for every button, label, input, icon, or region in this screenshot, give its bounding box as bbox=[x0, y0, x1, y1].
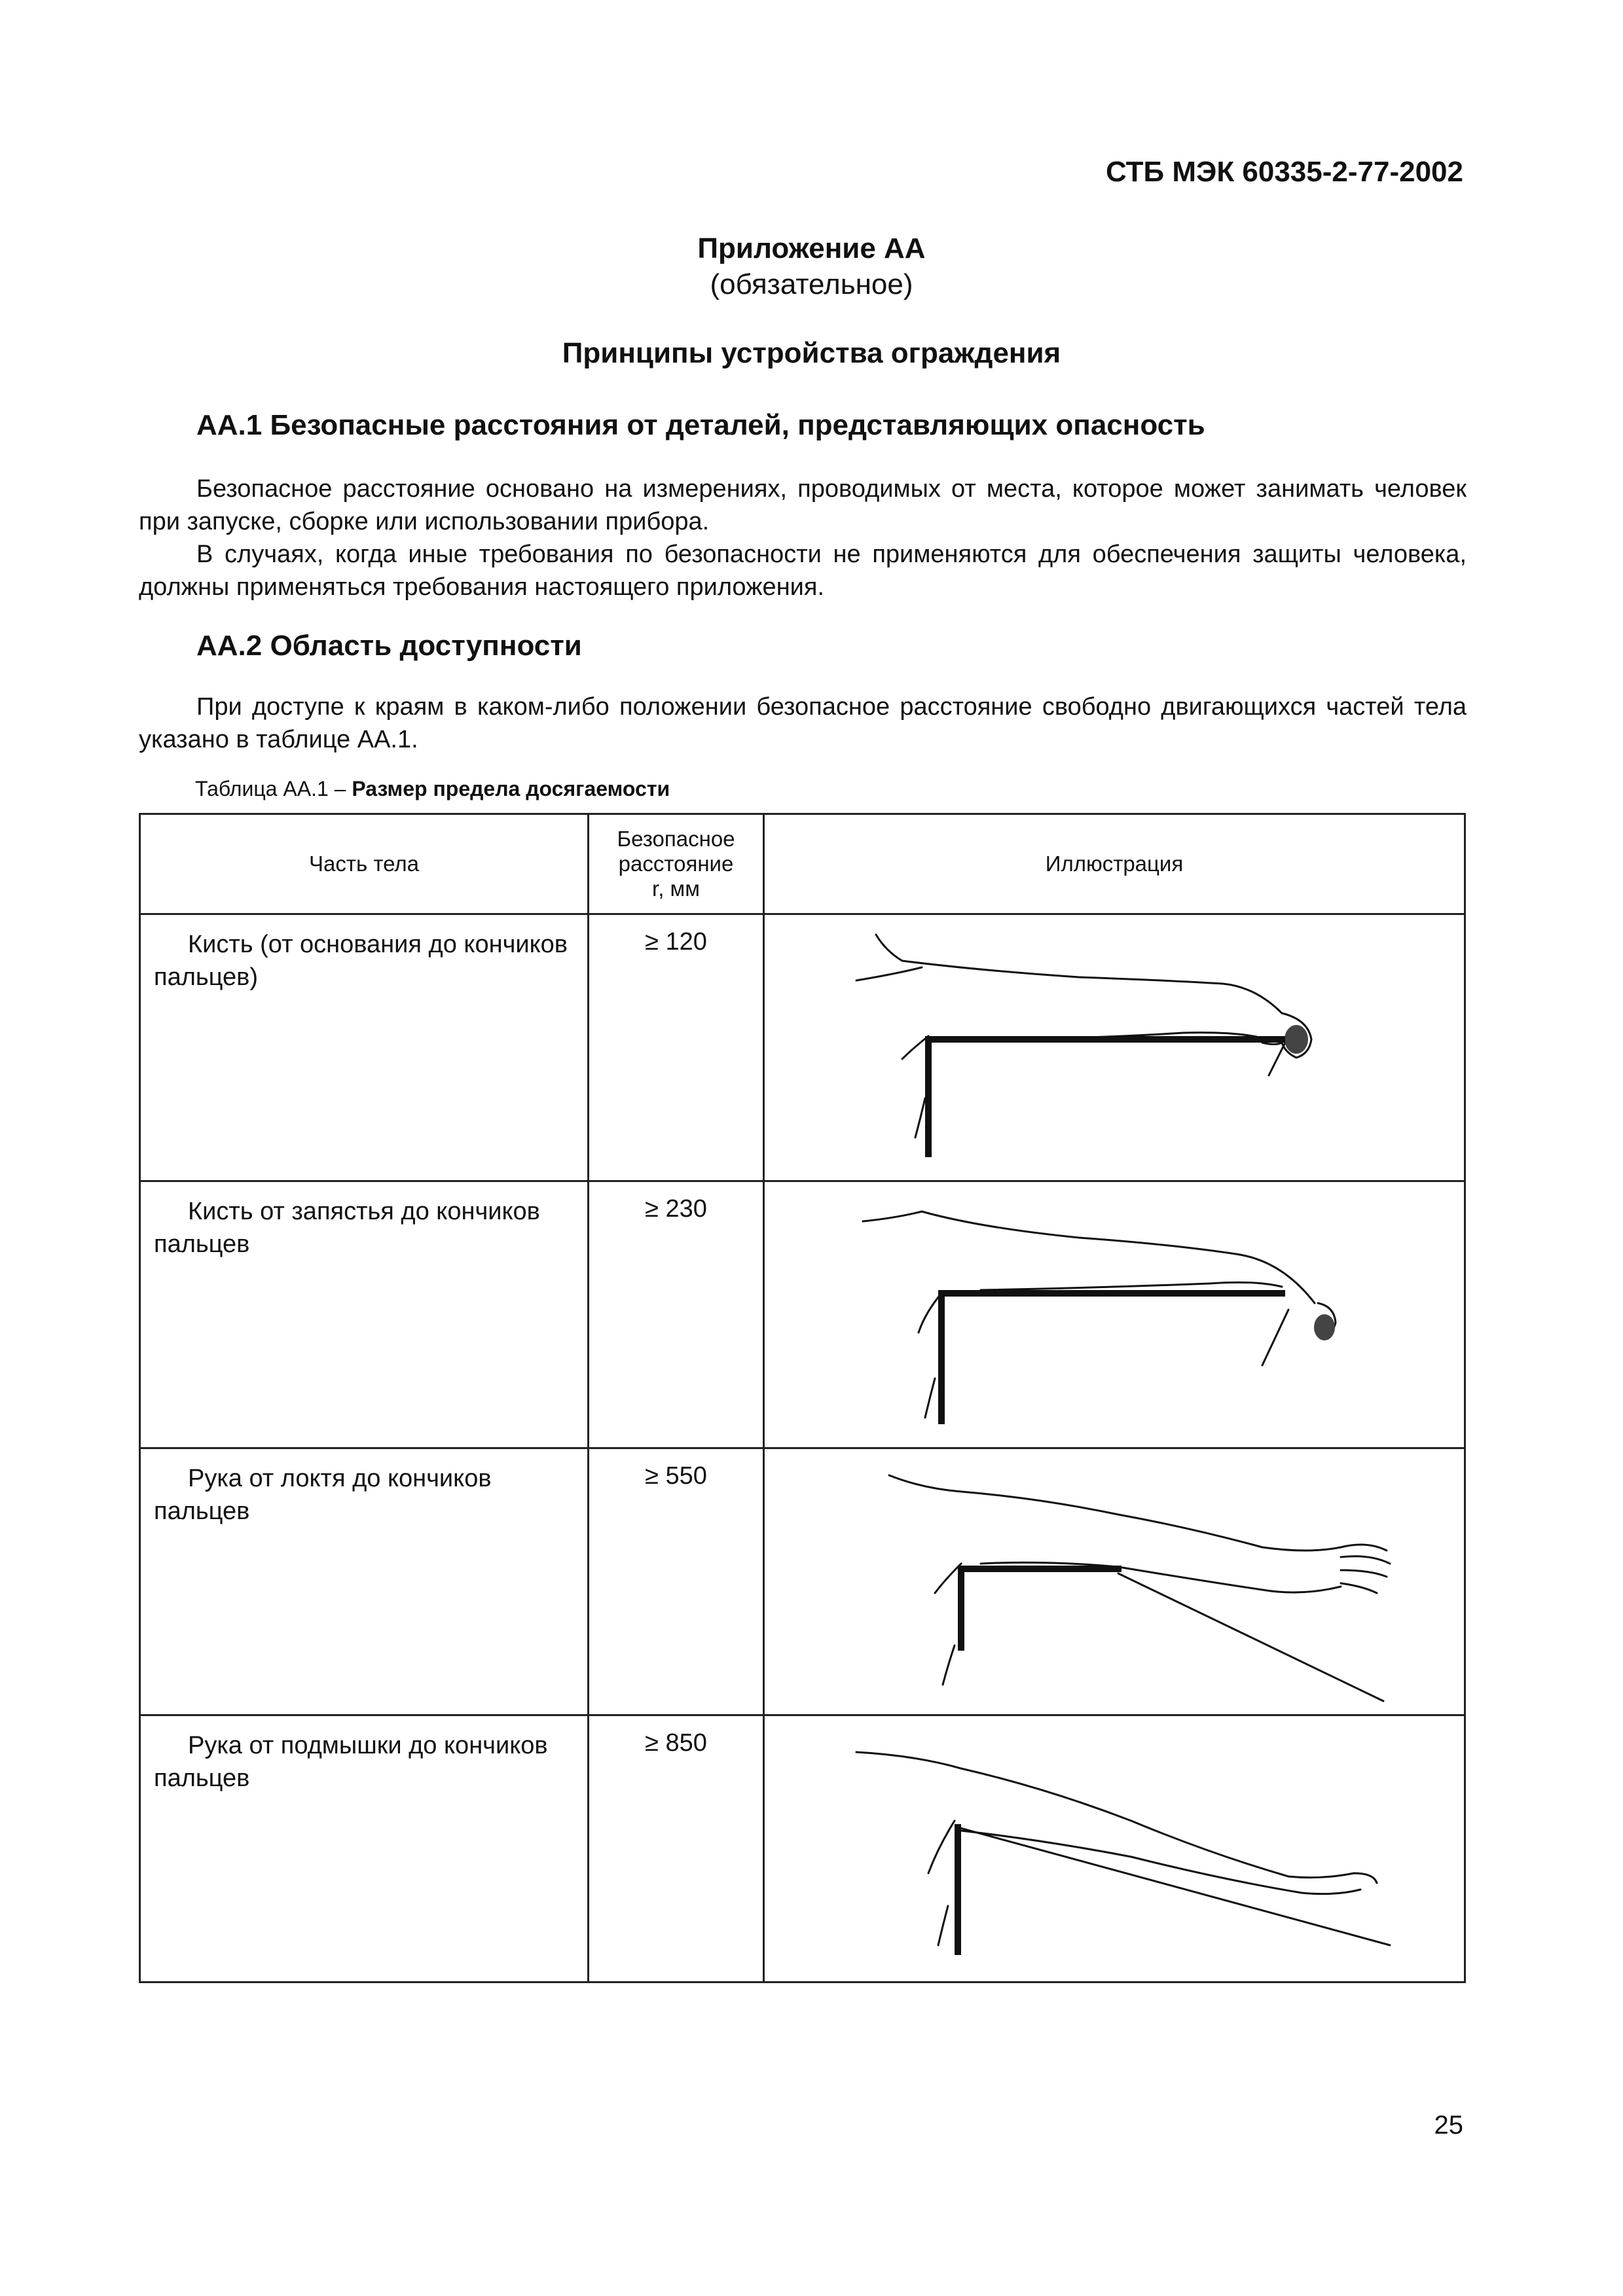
section-1-body bbox=[139, 473, 1467, 603]
cell-part bbox=[140, 1715, 589, 1982]
cell-part bbox=[140, 1181, 589, 1448]
distance-value: ≥ 850 bbox=[645, 1729, 707, 1757]
part-text: Рука от подмышки до кончиков пальцев bbox=[154, 1732, 548, 1792]
fist-shape bbox=[1285, 1025, 1308, 1054]
distance-arrow bbox=[1118, 1573, 1383, 1701]
distance-value: ≥ 550 bbox=[645, 1462, 707, 1490]
illustration-full-arm bbox=[765, 1716, 1465, 1981]
header-illustration: Иллюстрация bbox=[764, 814, 1465, 914]
guard-post bbox=[925, 1036, 932, 1157]
guard-top bbox=[958, 1566, 1122, 1572]
guard-post bbox=[955, 1824, 961, 1955]
guard-post bbox=[958, 1566, 964, 1651]
fist-shape bbox=[1314, 1314, 1335, 1340]
shoulder-line bbox=[856, 967, 922, 980]
body-line bbox=[928, 1821, 955, 1873]
cell-part bbox=[140, 1448, 589, 1715]
illustration-forearm bbox=[765, 1449, 1465, 1714]
table-caption-prefix: Таблица АА.1 – bbox=[195, 777, 352, 800]
leg-line bbox=[938, 1906, 948, 1945]
header-distance-line: r, мм bbox=[652, 876, 700, 901]
cell-distance bbox=[589, 1715, 764, 1982]
standard-code: СТБ МЭК 60335-2-77-2002 bbox=[1105, 156, 1463, 188]
annex-heading: Принципы устройства ограждения bbox=[562, 337, 1061, 369]
part-text: Рука от локтя до кончиков пальцев bbox=[154, 1465, 492, 1525]
cell-illustration bbox=[764, 1715, 1465, 1982]
paragraph: В случаях, когда иные требования по безопасности не применяются для обеспечения защиты человека, должны применяться требования настоящего приложения. bbox=[139, 541, 1467, 601]
arm-lower-outline bbox=[961, 1831, 1360, 1894]
reach-limit-table bbox=[139, 813, 1466, 1983]
cell-distance bbox=[589, 1181, 764, 1448]
leg-line bbox=[915, 1098, 925, 1138]
distance-arrow bbox=[958, 1827, 1390, 1945]
arm-upper-outline bbox=[856, 1752, 1377, 1883]
paragraph: При доступе к краям в каком-либо положении безопасное расстояние свободно двигающихся частей тела указано в таблице АА.1. bbox=[139, 693, 1467, 753]
distance-arrow bbox=[1269, 1043, 1285, 1075]
distance-value: ≥ 230 bbox=[645, 1195, 707, 1223]
annex-title: Приложение АА bbox=[697, 232, 926, 264]
table-caption bbox=[195, 777, 670, 801]
table-row bbox=[140, 1715, 1465, 1982]
fingers-outline bbox=[1341, 1545, 1390, 1593]
table-header-row bbox=[140, 814, 1465, 914]
table-row bbox=[140, 1181, 1465, 1448]
page-number: 25 bbox=[1434, 2111, 1463, 2140]
section-2-body bbox=[139, 691, 1467, 756]
illustration-wrist bbox=[765, 1182, 1465, 1447]
arm-upper-outline bbox=[863, 1211, 1315, 1303]
leg-line bbox=[943, 1645, 955, 1685]
part-text: Кисть от запястья до кончиков пальцев bbox=[154, 1198, 540, 1258]
leg-line bbox=[925, 1378, 935, 1418]
table-caption-title: Размер предела досягаемости bbox=[352, 777, 670, 800]
arm-upper-outline bbox=[889, 1475, 1341, 1551]
guard-post bbox=[938, 1290, 945, 1424]
cell-illustration bbox=[764, 914, 1465, 1181]
body-line bbox=[919, 1293, 941, 1333]
part-text: Кисть (от основания до кончиков пальцев) bbox=[154, 931, 568, 991]
cell-illustration bbox=[764, 1448, 1465, 1715]
arm-upper-outline bbox=[876, 935, 1282, 1013]
cell-illustration bbox=[764, 1181, 1465, 1448]
annex-kind: (обязательное) bbox=[710, 268, 913, 300]
header-distance-line: расстояние bbox=[618, 852, 734, 876]
section-1-heading: АА.1 Безопасные расстояния от деталей, представляющих опасность bbox=[196, 409, 1205, 441]
arm-lower-outline bbox=[981, 1282, 1282, 1290]
cell-part bbox=[140, 914, 589, 1181]
header-distance bbox=[589, 814, 764, 914]
cell-distance bbox=[589, 914, 764, 1181]
distance-arrow bbox=[1262, 1310, 1288, 1365]
body-line bbox=[902, 1036, 928, 1059]
section-2-heading: АА.2 Область доступности bbox=[196, 630, 582, 662]
distance-value: ≥ 120 bbox=[645, 928, 707, 956]
illustration-hand bbox=[765, 915, 1465, 1180]
guard-top bbox=[925, 1036, 1285, 1043]
cell-distance bbox=[589, 1448, 764, 1715]
header-part: Часть тела bbox=[140, 814, 589, 914]
table-row bbox=[140, 914, 1465, 1181]
table-row bbox=[140, 1448, 1465, 1715]
header-distance-line: Безопасное bbox=[617, 827, 735, 851]
paragraph: Безопасное расстояние основано на измерениях, проводимых от места, которое может занимать человек при запуске, сборке или использовании прибора. bbox=[139, 475, 1467, 535]
body-line bbox=[935, 1564, 961, 1593]
guard-top bbox=[938, 1290, 1285, 1297]
